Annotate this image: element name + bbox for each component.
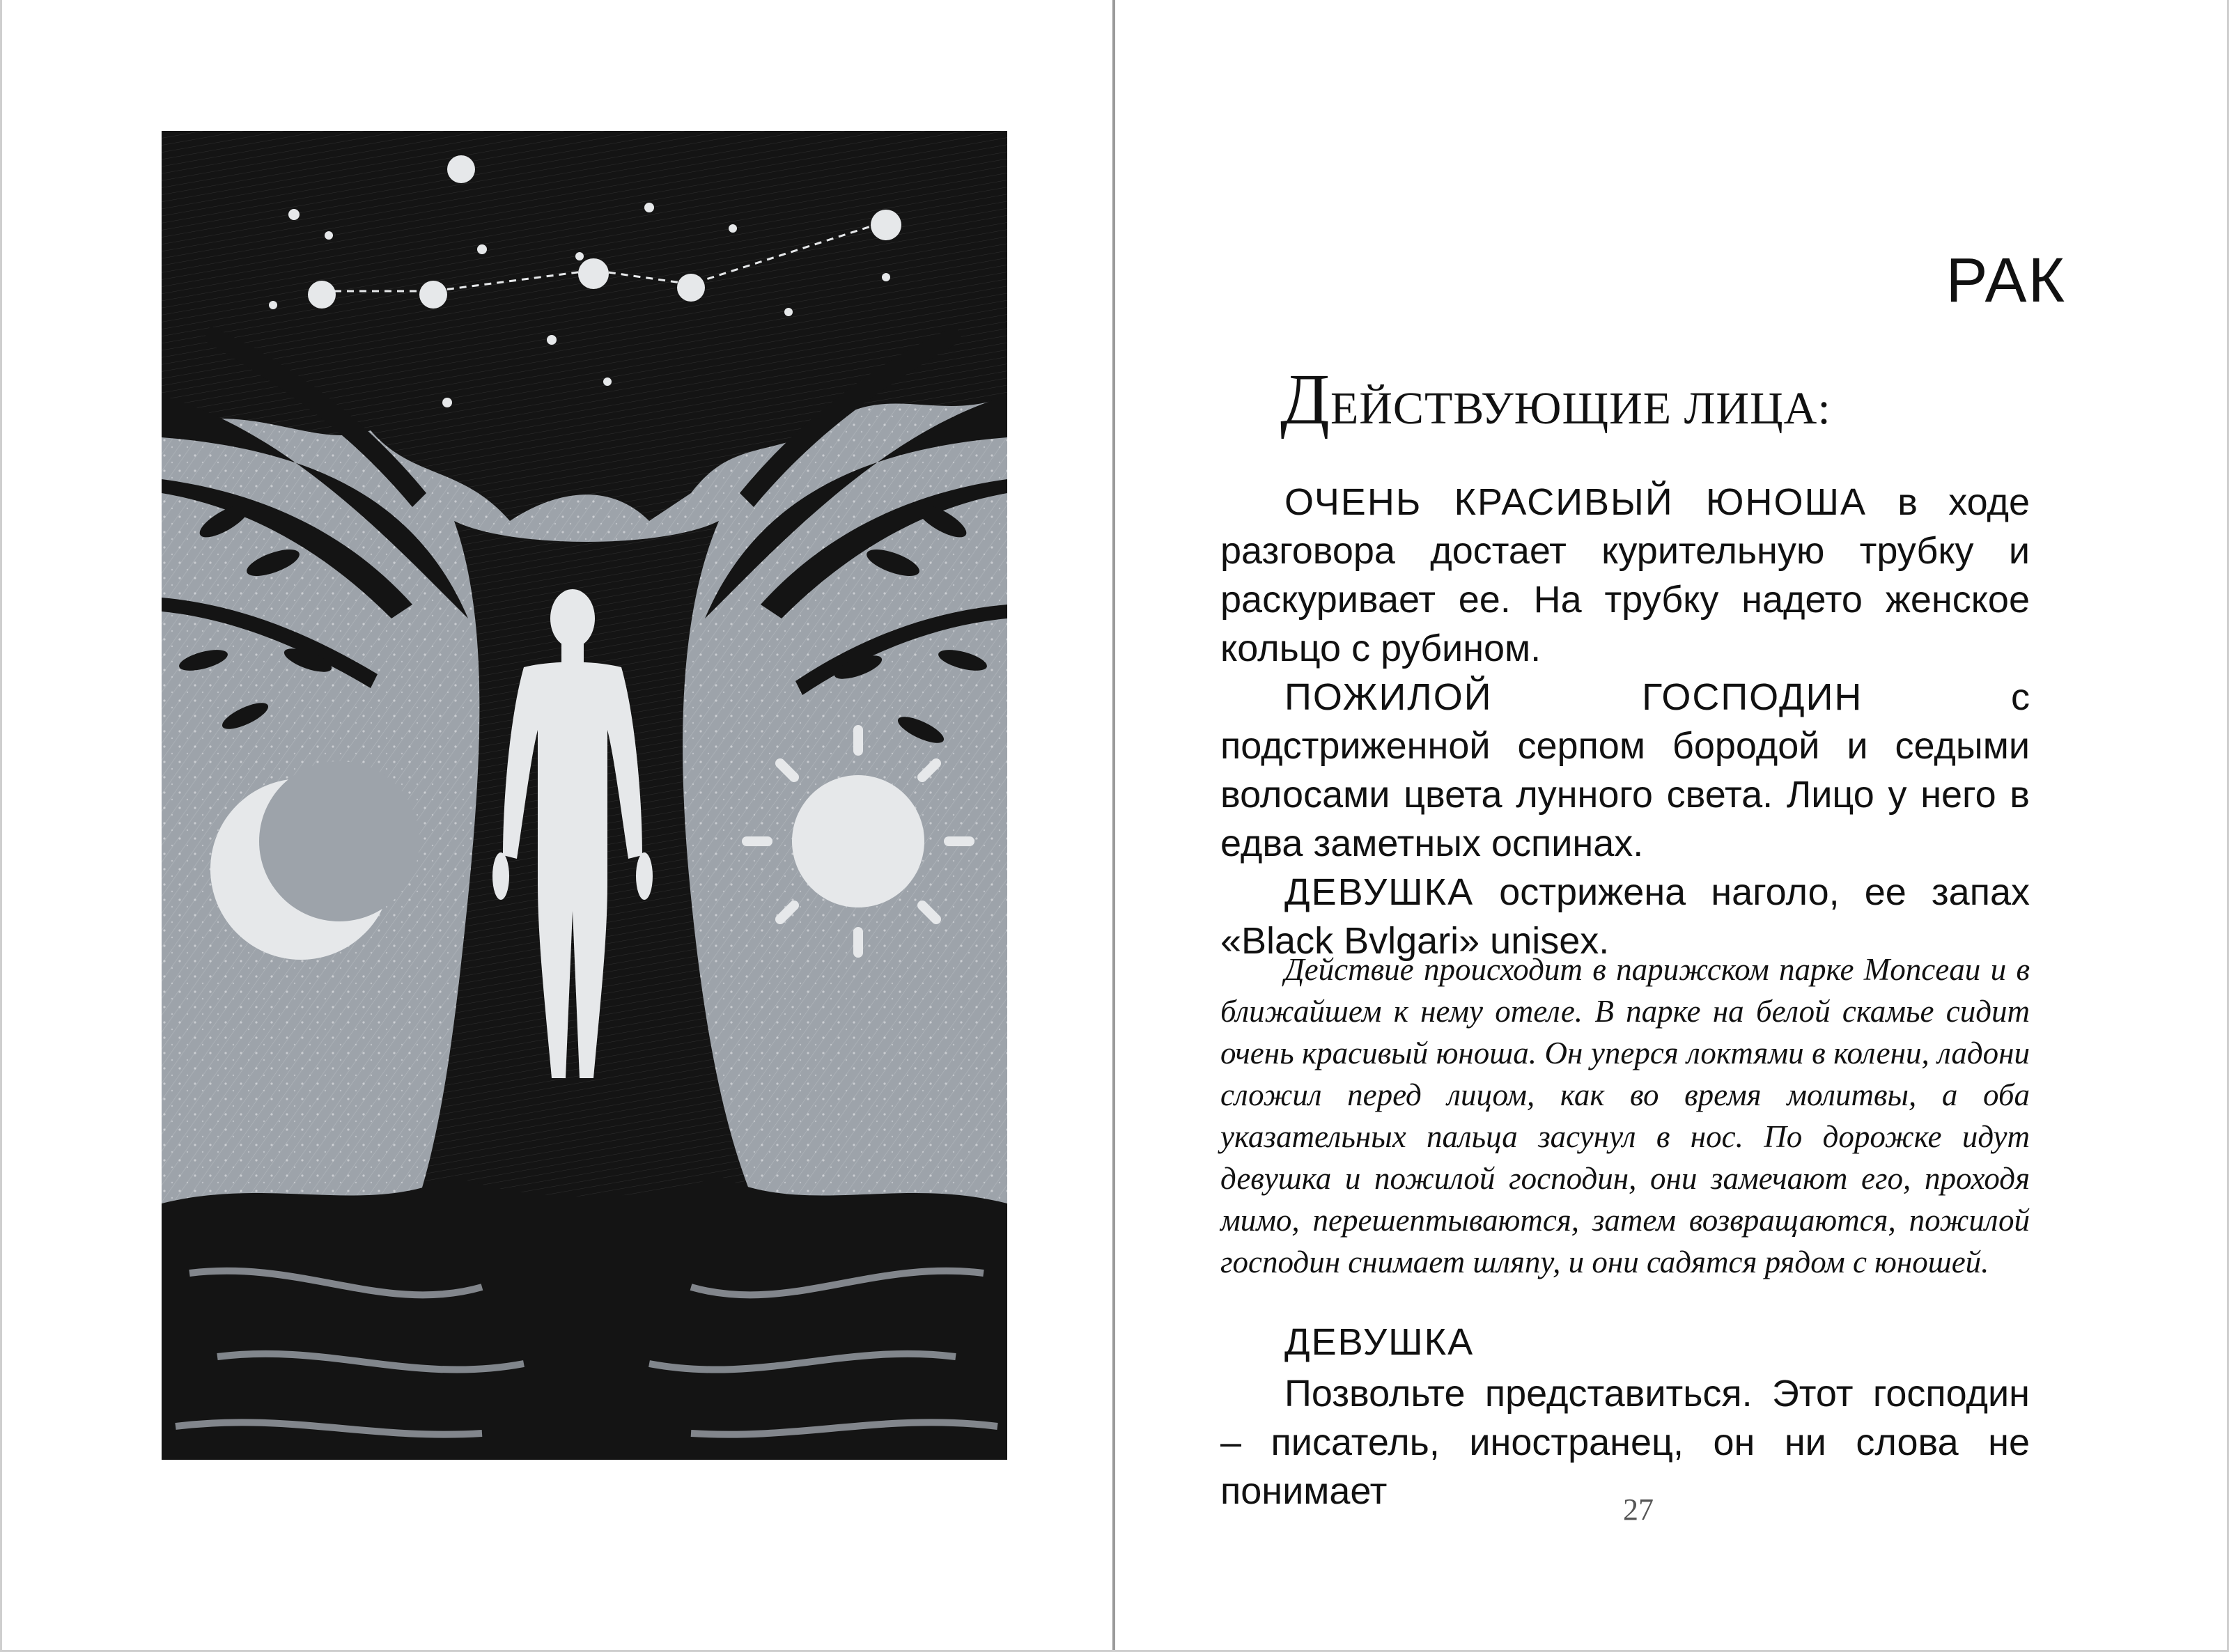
cast-entry — [1220, 673, 2030, 868]
tree-illustration — [162, 131, 1007, 1460]
left-page — [0, 0, 1113, 1652]
cast-name: ОЧЕНЬ КРАСИВЫЙ ЮНОША — [1284, 481, 1867, 523]
cast-name: ДЕВУШКА — [1284, 871, 1475, 913]
cast-description: острижена наголо, ее запах «Black Bvlgari» unisex. — [1220, 871, 2030, 962]
cast-description: с подстриженной серпом бородой и седыми волосами цвета лунного света. Лицо у него в едва заметных оспинах. — [1220, 676, 2030, 864]
chapter-title: РАК — [1945, 246, 2066, 315]
stage-direction — [1220, 949, 2030, 1283]
cast-heading-cap: Д — [1280, 359, 1330, 439]
page-gutter — [1112, 0, 1115, 1652]
dialogue-speaker: ДЕВУШКА — [1284, 1321, 1475, 1363]
cast-heading-rest: ЕЙСТВУЮЩИЕ ЛИЦА: — [1330, 383, 1831, 434]
stage-direction-text: Действие происходит в парижском парке Monceau и в ближайшем к нему отеле. В парке на белой скамье сидит очень красивый юноша. Он уперся локтями в колени, ладони сложил перед лицом, как во время молитвы, а оба указательных пальца засунул в нос. По дорожке идут девушка и пожилой господин, они замечают его, проходя мимо, перешептываются, затем возвращаются, пожилой господин снимает шляпу, и они садятся рядом с юношей. — [1220, 952, 2030, 1279]
cast-heading — [1280, 358, 1831, 441]
dialogue-line-text: Позвольте представиться. Этот господин – писатель, иностранец, он ни слова не понимает — [1220, 1373, 2030, 1512]
cast-name: ПОЖИЛОЙ ГОСПОДИН — [1284, 676, 1863, 718]
page-number: 27 — [1623, 1493, 1654, 1527]
tree-icon — [162, 131, 1007, 1460]
cast-list — [1220, 478, 2030, 965]
page-edge-left — [0, 0, 2, 1652]
cast-description: в ходе разговора достает курительную трубку и раскуривает ее. На трубку надето женское кольцо с рубином. — [1220, 481, 2030, 669]
cast-entry — [1220, 478, 2030, 673]
